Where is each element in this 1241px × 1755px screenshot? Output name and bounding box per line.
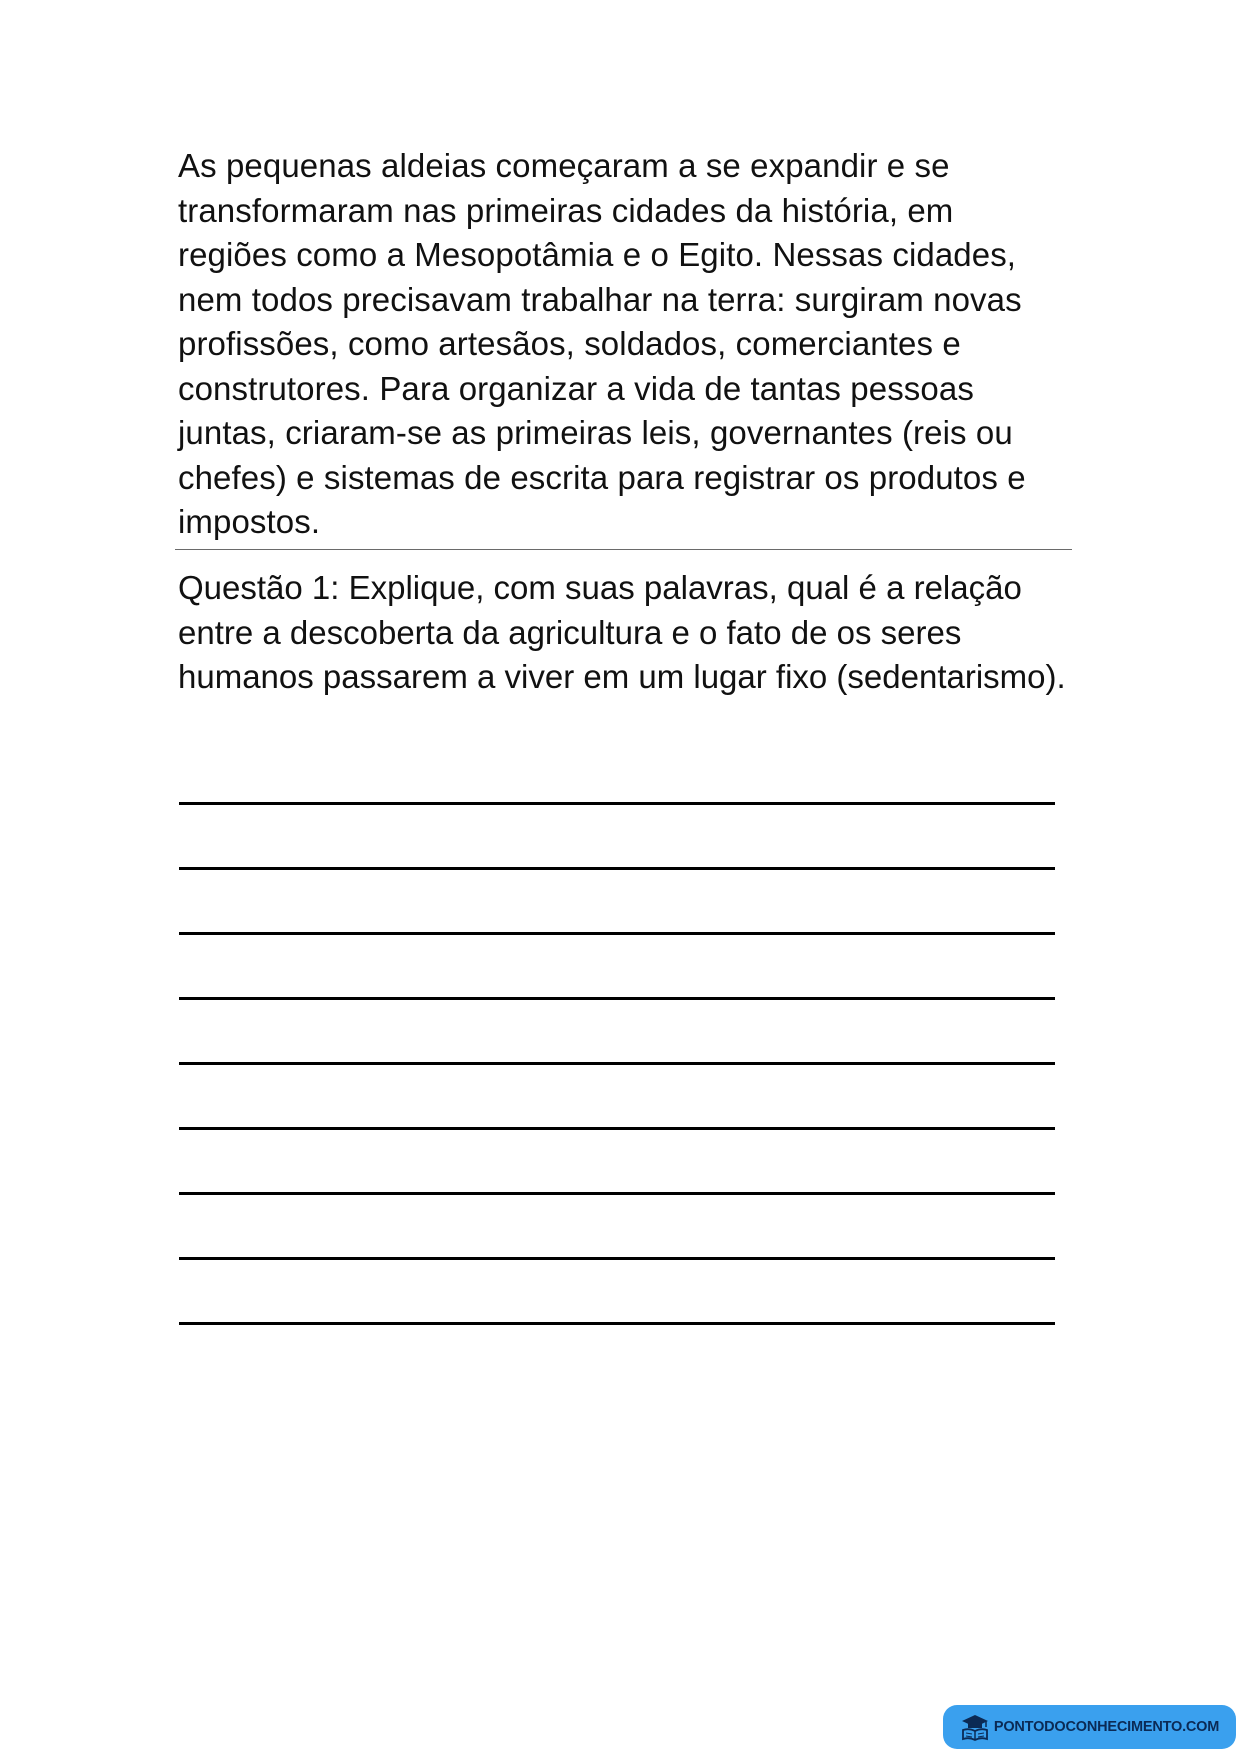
answer-line[interactable]: [179, 1130, 1055, 1195]
site-badge-label: PONTODOCONHECIMENTO.COM: [993, 1719, 1220, 1735]
answer-line[interactable]: [179, 1000, 1055, 1065]
answer-line[interactable]: [179, 1195, 1055, 1260]
answer-line[interactable]: [179, 935, 1055, 1000]
site-badge[interactable]: [943, 1705, 1236, 1749]
reading-passage: As pequenas aldeias começaram a se expandir e se transformaram nas primeiras cidades da história, em regiões como a Mesopotâmia e o Egito. Nessas cidades, nem todos precisavam trabalhar na terra: surgiram novas profissões, como artesãos, soldados, comerciantes e construtores. Para organizar a vida de tantas pessoas juntas, criaram-se as primeiras leis, governantes (reis ou chefes) e sistemas de escrita para registrar os produtos e impostos.: [178, 147, 1026, 540]
answer-line[interactable]: [179, 1260, 1055, 1325]
answer-line[interactable]: [179, 805, 1055, 870]
question-1-prompt: Questão 1: Explique, com suas palavras, qual é a relação entre a descoberta da agricultura e o fato de os seres humanos passarem a viver em um lugar fixo (sedentarismo).: [178, 569, 1066, 695]
answer-lines: [179, 802, 1055, 1325]
graduation-book-icon: [960, 1713, 990, 1741]
answer-line[interactable]: [179, 1065, 1055, 1130]
answer-line[interactable]: [179, 870, 1055, 935]
section-divider: [175, 549, 1072, 550]
